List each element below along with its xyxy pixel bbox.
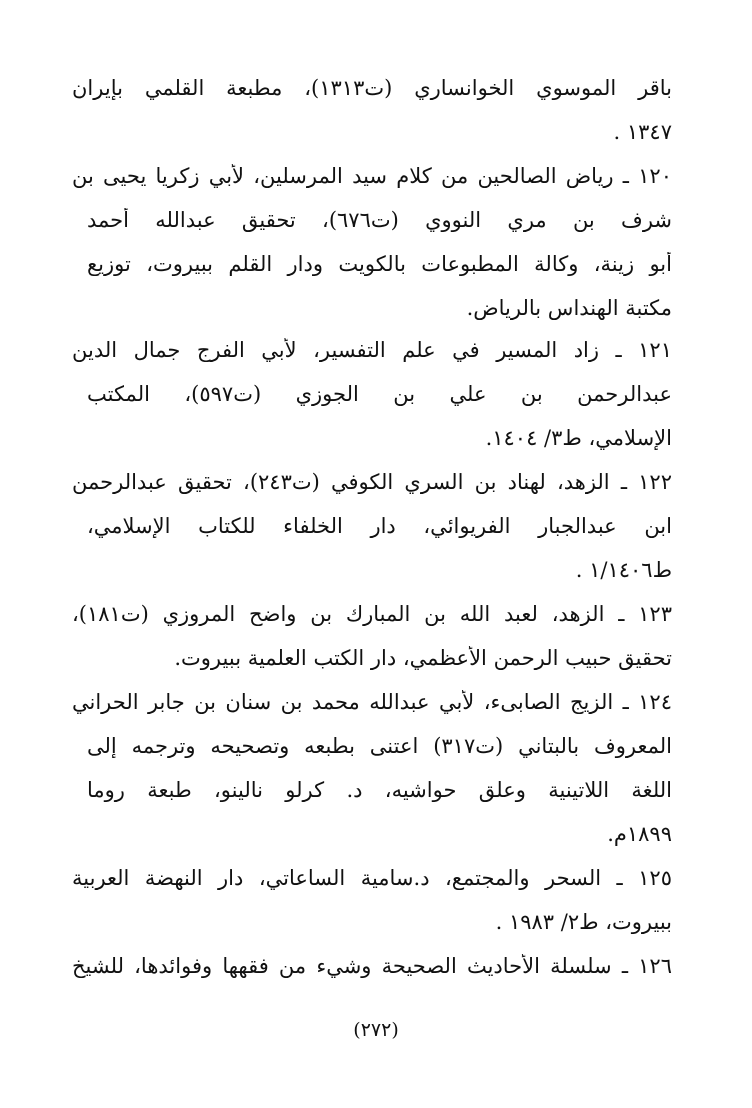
entry-121-line: الإسلامي، ط٣/ ١٤٠٤.: [485, 426, 672, 450]
entry-122-line: ١٢٢ ـ الزهد، لهناد بن السري الكوفي (ت٢٤٣)، تحقيق عبدالرحمن: [72, 470, 672, 494]
entry-123-line: تحقيق حبيب الرحمن الأعظمي، دار الكتب العلمية ببيروت.: [174, 646, 672, 670]
entry-122-line: ط١/١٤٠٦ .: [575, 558, 672, 582]
entry-123-line: ١٢٣ ـ الزهد، لعبد الله بن المبارك بن واضح المروزي (ت١٨١)،: [72, 602, 672, 626]
page-number: (٢٧٢): [353, 1019, 399, 1041]
entry-120-line: مكتبة الهنداس بالرياض.: [466, 296, 672, 320]
entry-126-line: ١٢٦ ـ سلسلة الأحاديث الصحيحة وشيء من فقهها وفوائدها، للشيخ: [72, 954, 672, 978]
entry-120-line: شرف بن مري النووي (ت٦٧٦)، تحقيق عبدالله أحمد: [87, 208, 672, 232]
entry-124-line: ١٨٩٩م.: [607, 822, 672, 846]
entry-124-line: المعروف بالبتاني (ت٣١٧) اعتنى بطبعه وتصحيحه وترجمه إلى: [87, 734, 672, 758]
entry-120-line: أبو زينة، وكالة المطبوعات بالكويت ودار القلم ببيروت، توزيع: [87, 252, 672, 276]
entry-125-line: ببيروت، ط٢/ ١٩٨٣ .: [495, 910, 672, 934]
entry-120-line: ١٢٠ ـ رياض الصالحين من كلام سيد المرسلين، لأبي زكريا يحيى بن: [72, 164, 672, 188]
text-line: باقر الموسوي الخوانساري (ت١٣١٣)، مطبعة القلمي بإيران: [72, 76, 672, 100]
entry-121-line: ١٢١ ـ زاد المسير في علم التفسير، لأبي الفرج جمال الدين: [72, 338, 672, 362]
entry-122-line: ابن عبدالجبار الفريوائي، دار الخلفاء للكتاب الإسلامي،: [87, 514, 672, 538]
entry-121-line: عبدالرحمن بن علي بن الجوزي (ت٥٩٧)، المكتب: [87, 382, 672, 406]
entry-125-line: ١٢٥ ـ السحر والمجتمع، د.سامية الساعاتي، دار النهضة العربية: [72, 866, 672, 890]
entry-124-line: ١٢٤ ـ الزيج الصابىء، لأبي عبدالله محمد بن سنان بن جابر الحراني: [72, 690, 672, 714]
text-line: ١٣٤٧ .: [613, 120, 672, 144]
entry-124-line: اللغة اللاتينية وعلق حواشيه، د. كرلو نالينو، طبعة روما: [87, 778, 672, 802]
